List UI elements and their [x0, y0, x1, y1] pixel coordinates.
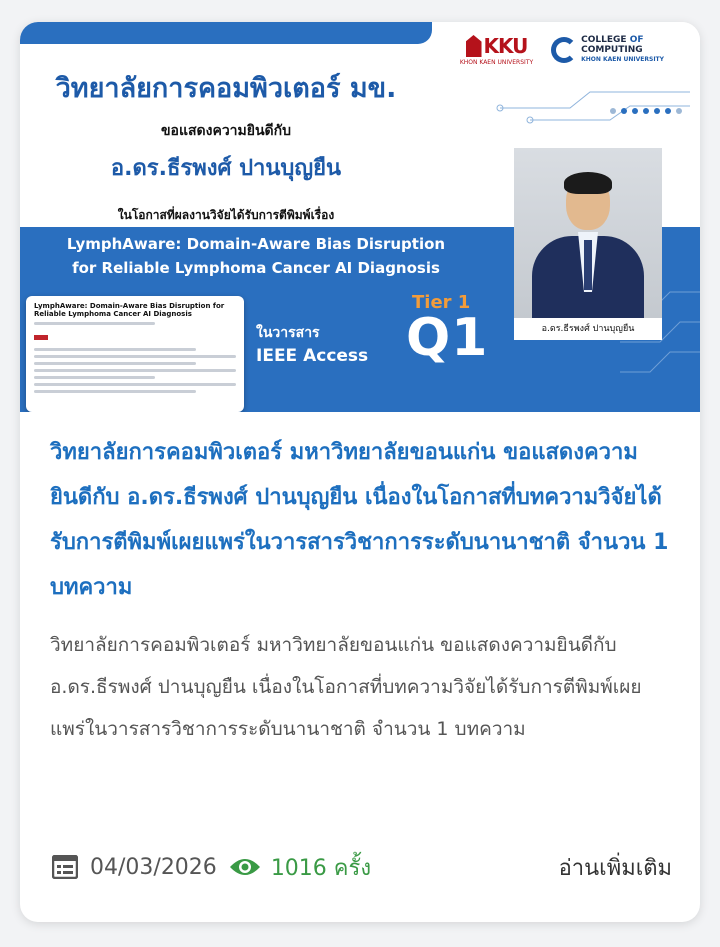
banner-occasion-line: ในโอกาสที่ผลงานวิจัยได้รับการตีพิมพ์เรื่อง: [117, 208, 335, 222]
paper-title-line1: LymphAware: Domain-Aware Bias Disruption: [66, 235, 446, 253]
banner-congrats-line: ขอแสดงความยินดีกับ: [160, 123, 292, 139]
news-banner-image[interactable]: [20, 22, 700, 412]
coc-logo-line1: COLLEGE OF: [581, 35, 644, 45]
paper-title-line2: for Reliable Lymphoma Cancer AI Diagnosis: [72, 259, 440, 277]
banner-person-name: อ.ดร.ธีรพงศ์ ปานบุญยืน: [110, 156, 342, 181]
eye-icon: [229, 856, 261, 878]
article-description: วิทยาลัยการคอมพิวเตอร์ มหาวิทยาลัยขอนแก่น ขอแสดงความยินดีกับ อ.ดร.ธีรพงศ์ ปานบุญยืน เนื่องในโอกาสที่บทความวิจัยได้รับการตีพิมพ์เผยแพร่ในวารสารวิชาการระดับนานาชาติ จำนวน 1 บทความ: [50, 634, 642, 740]
journal-name: IEEE Access: [256, 346, 369, 366]
view-count: 1016 ครั้ง: [270, 855, 372, 881]
tier-label: Tier 1: [412, 292, 471, 313]
coc-logo-sub: KHON KAEN UNIVERSITY: [581, 56, 664, 63]
publish-date: 04/03/2026: [90, 854, 217, 880]
coc-ring-icon: [551, 37, 577, 63]
banner-college-title: วิทยาลัยการคอมพิวเตอร์ มข.: [55, 73, 397, 104]
paper-screenshot-title: LymphAware: Domain-Aware Bias Disruption for Reliable Lymphoma Cancer AI Diagnosis: [34, 302, 225, 318]
kku-emblem-icon: [466, 35, 482, 57]
journal-label: ในวารสาร: [256, 325, 320, 341]
person-photo: [514, 148, 662, 318]
coc-logo-line2: COMPUTING: [581, 45, 643, 55]
card-meta: [52, 850, 672, 884]
kku-logo-text: KKU: [483, 34, 528, 58]
kku-logo-sub: KHON KAEN UNIVERSITY: [459, 59, 534, 66]
card-content: [50, 430, 674, 750]
read-more-link[interactable]: อ่านเพิ่มเติม: [558, 855, 672, 881]
article-title[interactable]: วิทยาลัยการคอมพิวเตอร์ มหาวิทยาลัยขอนแก่น ขอแสดงความยินดีกับ อ.ดร.ธีรพงศ์ ปานบุญยืน เนื่องในโอกาสที่บทความวิจัยได้รับการตีพิมพ์เผยแพร่ในวารสารวิชาการระดับนานาชาติ จำนวน 1 บทความ: [50, 440, 669, 600]
circuit-decoration: [490, 62, 700, 142]
college-of-computing-logo: [551, 35, 664, 65]
slide-dots: [610, 108, 682, 114]
photo-caption: อ.ดร.ธีรพงศ์ ปานบุญยืน: [514, 318, 662, 340]
calendar-icon: [52, 855, 78, 879]
banner-top-bar: [20, 22, 432, 44]
quartile-badge: Q1: [406, 308, 489, 368]
banner-paper-title: [50, 232, 462, 280]
paper-screenshot: [26, 296, 244, 412]
news-card[interactable]: [20, 22, 700, 922]
